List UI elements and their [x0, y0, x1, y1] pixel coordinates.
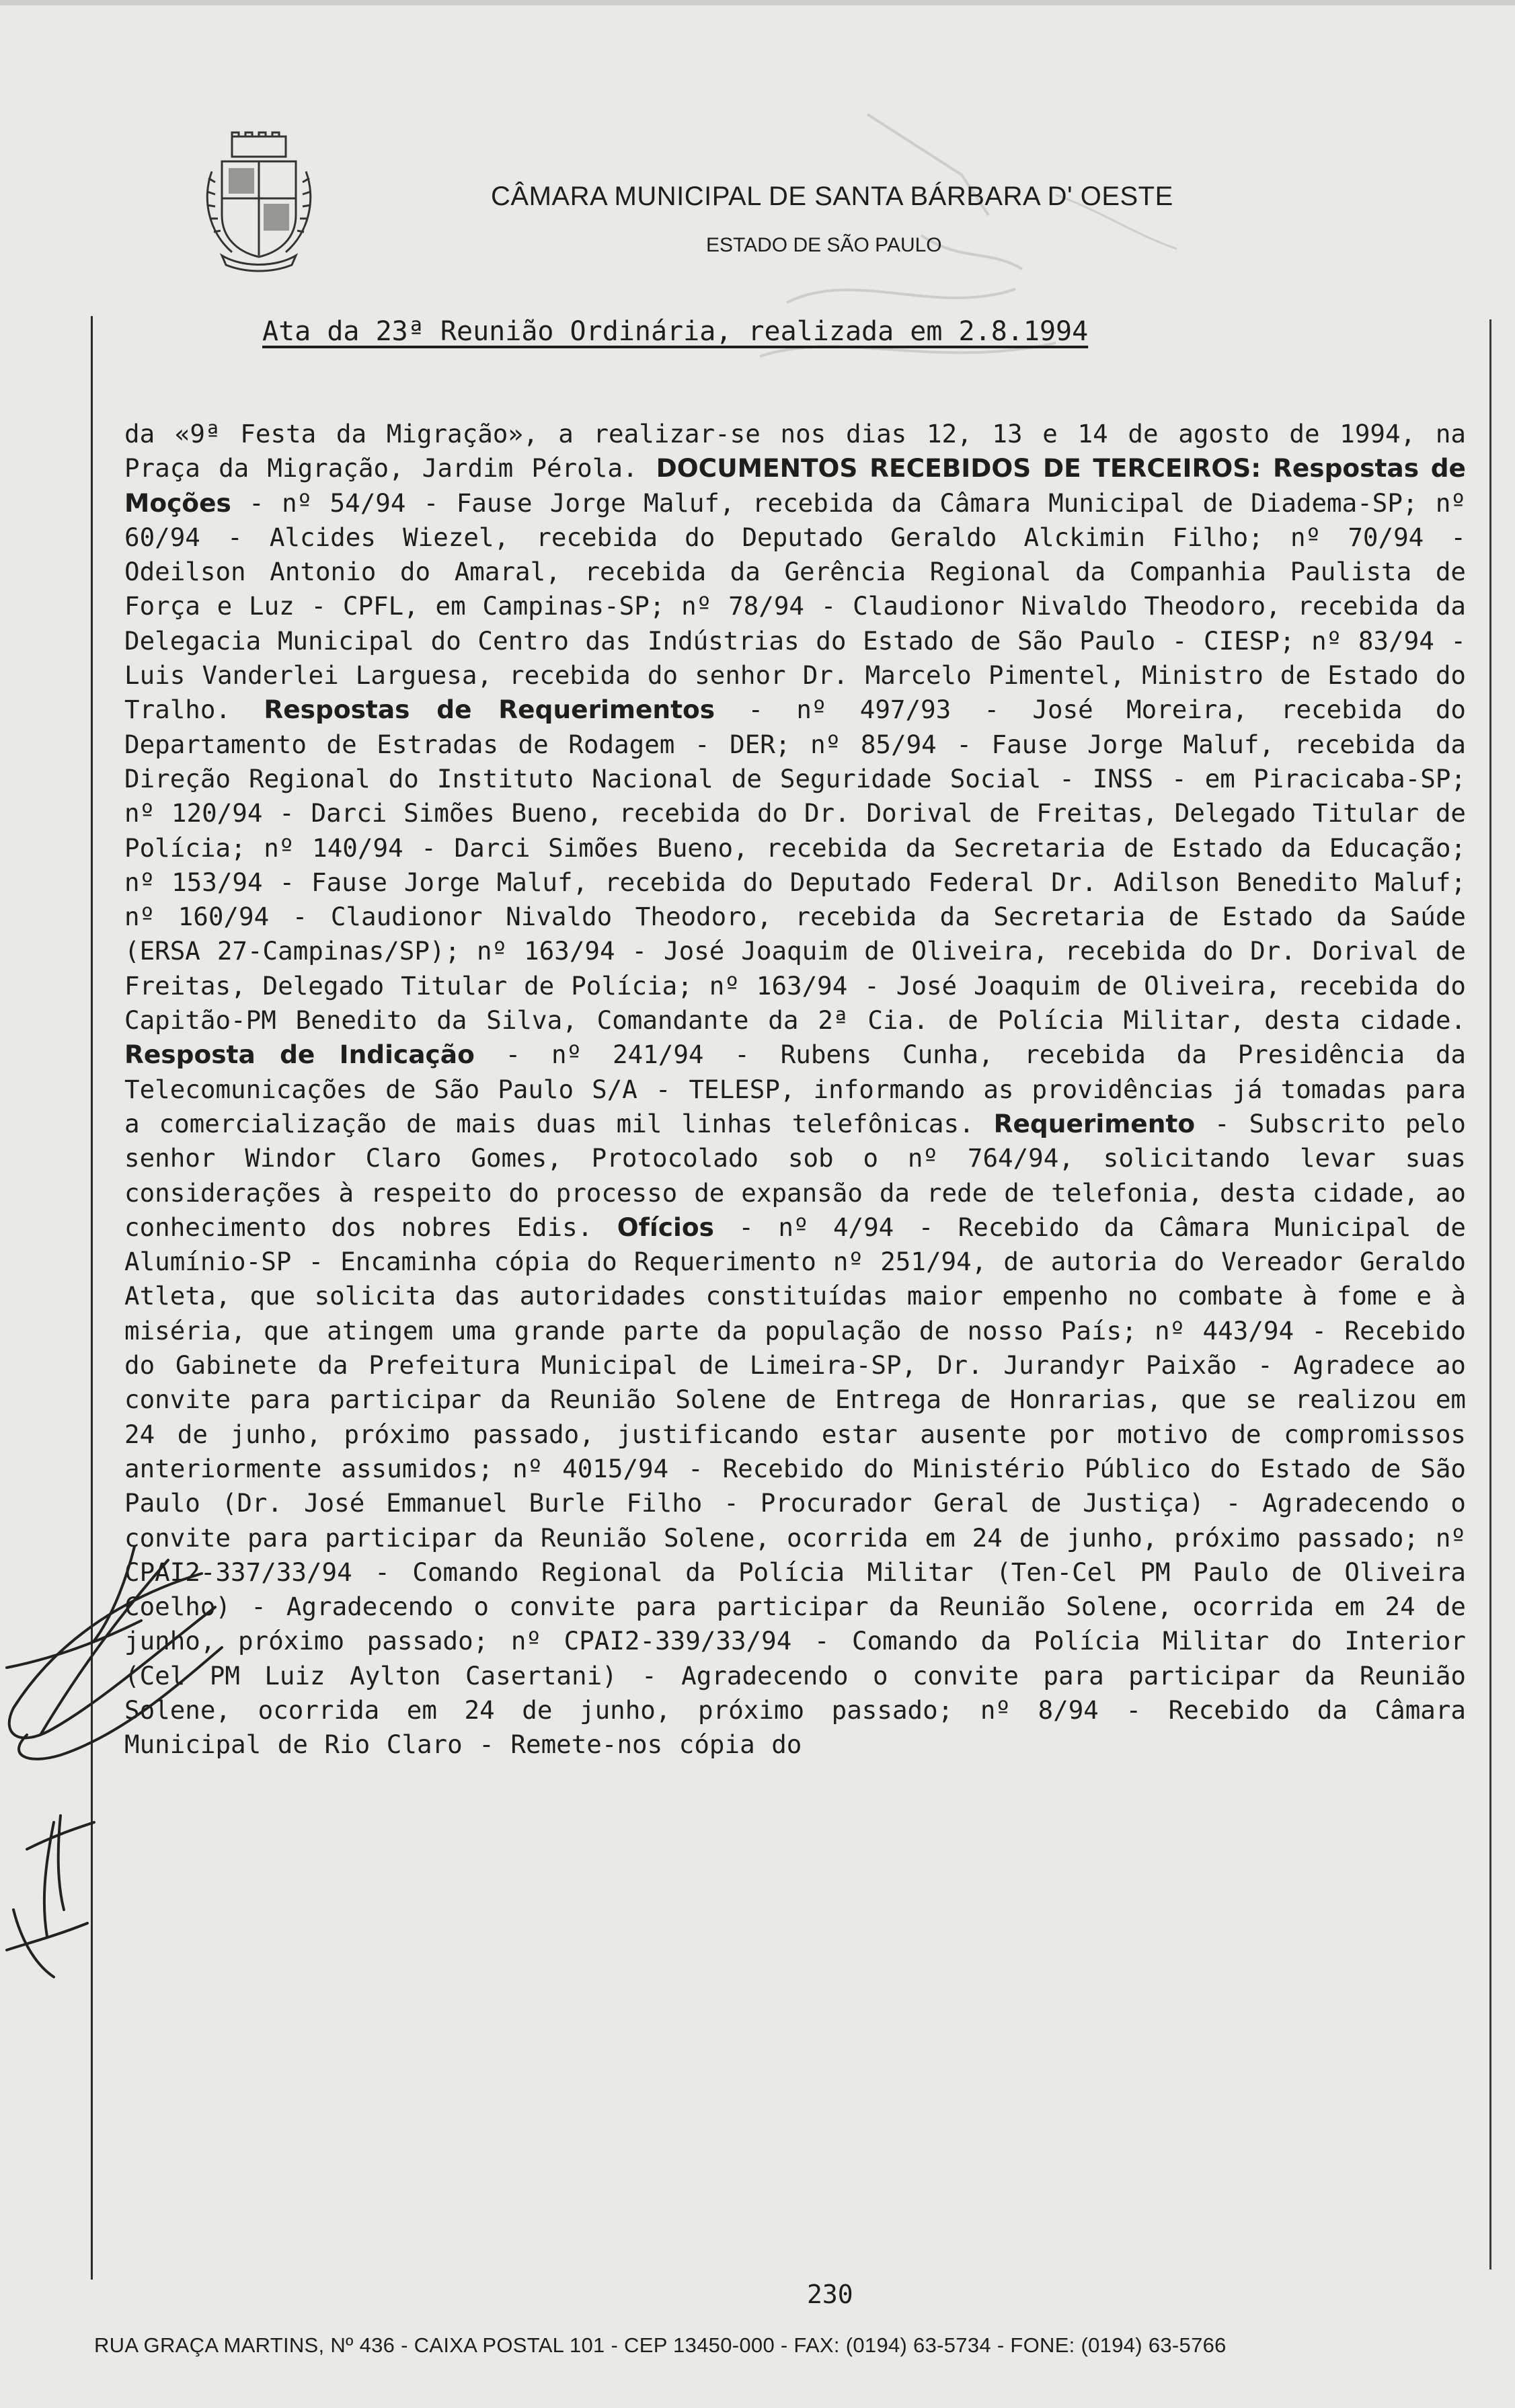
footer-address: RUA GRAÇA MARTINS, Nº 436 - CAIXA POSTAL 101 - CEP 13450-000 - FAX: (0194) 63-5734 - FONE: (0194) 63-5766	[94, 2333, 1227, 2357]
scan-top-edge	[0, 0, 1515, 5]
document-title: Ata da 23ª Reunião Ordinária, realizada em 2.8.1994	[262, 316, 1089, 347]
body-paragraph: - nº 241/94 - Rubens Cunha, recebida da Presidência da Telecomunicações de São Paulo S/A - TELESP, informando as providências já tomadas para a comercialização de mais duas mil linhas telefônicas.	[124, 1040, 1466, 1138]
body-paragraph: - nº 4/94 - Recebido da Câmara Municipal de Alumínio-SP - Encaminha cópia do Requerimento nº 251/94, de autoria do Vereador Geraldo Atleta, que solicita das autoridades constituídas maior empenho no combate à fome e à miséria, que atingem uma grande parte da população de nosso País; nº 443/94 - Recebido do Gabinete da Prefeitura Municipal de Limeira-SP, Dr. Jurandyr Paixão - Agradece ao convite para participar da Reunião Solene de Entrega de Honrarias, que se realizou em 24 de junho, próximo passado, justificando estar ausente por motivo de compromissos anteriormente assumidos; nº 4015/94 - Recebido do Ministério Público do Estado de São Paulo (Dr. José Emmanuel Burle Filho - Procurador Geral de Justiça) - Agradecendo o convite para participar da Reunião Solene, ocorrida em 24 de junho, próximo passado; nº CPAI2-337/33/94 - Comando Regional da Polícia Militar (Ten-Cel PM Paulo de Oliveira Coelho) - Agradecendo o convite para participar da Reunião Solene, ocorrida em 24 de junho, próximo passado; nº CPAI2-339/33/94 - Comando da Polícia Militar do Interior (Cel PM Luiz Aylton Casertani) - Agradecendo o convite para participar da Reunião Solene, ocorrida em 24 de junho, próximo passado; nº 8/94 - Recebido da Câmara Municipal de Rio Claro - Remete-nos cópia do	[124, 1212, 1466, 1760]
institution-name: CÂMARA MUNICIPAL DE SANTA BÁRBARA D' OESTE	[491, 182, 1173, 211]
show-through-marks	[585, 101, 1257, 451]
section-heading-oficios: Ofícios	[617, 1212, 714, 1242]
section-heading-documents: DOCUMENTOS RECEBIDOS DE TERCEIROS: Respostas de Moções	[124, 453, 1466, 518]
left-margin-line	[91, 316, 93, 2280]
section-heading-requerimentos: Respostas de Requerimentos	[264, 695, 715, 725]
body-paragraph: - Subscrito pelo senhor Windor Claro Gomes, Protocolado sob o nº 764/94, solicitando levar suas considerações à respeito do processo de expansão da rede de telefonia, desta cidade, ao conhecimento dos nobres Edis.	[124, 1108, 1467, 1242]
municipal-crest-icon	[202, 131, 316, 276]
state-name: ESTADO DE SÃO PAULO	[706, 234, 942, 256]
right-margin-line	[1489, 319, 1491, 2269]
minutes-body	[124, 417, 1466, 1762]
section-heading-requerimento: Requerimento	[993, 1108, 1196, 1138]
body-paragraph: - nº 54/94 - Fause Jorge Maluf, recebida da Câmara Municipal de Diadema-SP; nº 60/94 - Alcides Wiezel, recebida do Deputado Geraldo Alckimin Filho; nº 70/94 - Odeilson Antonio do Amaral, recebida da Gerência Regional da Companhia Paulista de Força e Luz - CPFL, em Campinas-SP; nº 78/94 - Claudionor Nivaldo Theodoro, recebida da Delegacia Municipal do Centro das Indústrias do Estado de São Paulo - CIESP; nº 83/94 - Luis Vanderlei Larguesa, recebida do senhor Dr. Marcelo Pimentel, Ministro de Estado do Tralho.	[124, 488, 1466, 725]
body-paragraph: da «9ª Festa da Migração», a realizar-se nos dias 12, 13 e 14 de agosto de 1994, na Praça da Migração, Jardim Pérola.	[124, 419, 1466, 483]
page-number: 230	[807, 2280, 853, 2309]
body-paragraph: - nº 497/93 - José Moreira, recebida do Departamento de Estradas de Rodagem - DER; nº 85/94 - Fause Jorge Maluf, recebida da Direção Regional do Instituto Nacional de Seguridade Social - INSS - em Piracicaba-SP; nº 120/94 - Darci Simões Bueno, recebida do Dr. Dorival de Freitas, Delegado Titular de Polícia; nº 140/94 - Darci Simões Bueno, recebida da Secretaria de Estado da Educação; nº 153/94 - Fause Jorge Maluf, recebida do Deputado Federal Dr. Adilson Benedito Maluf; nº 160/94 - Claudionor Nivaldo Theodoro, recebida da Secretaria de Estado da Saúde (ERSA 27-Campinas/SP); nº 163/94 - José Joaquim de Oliveira, recebida do Dr. Dorival de Freitas, Delegado Titular de Polícia; nº 163/94 - José Joaquim de Oliveira, recebida do Capitão-PM Benedito da Silva, Comandante da 2ª Cia. de Polícia Militar, desta cidade.	[124, 695, 1467, 1036]
section-heading-indicacao: Resposta de Indicação	[124, 1040, 475, 1070]
